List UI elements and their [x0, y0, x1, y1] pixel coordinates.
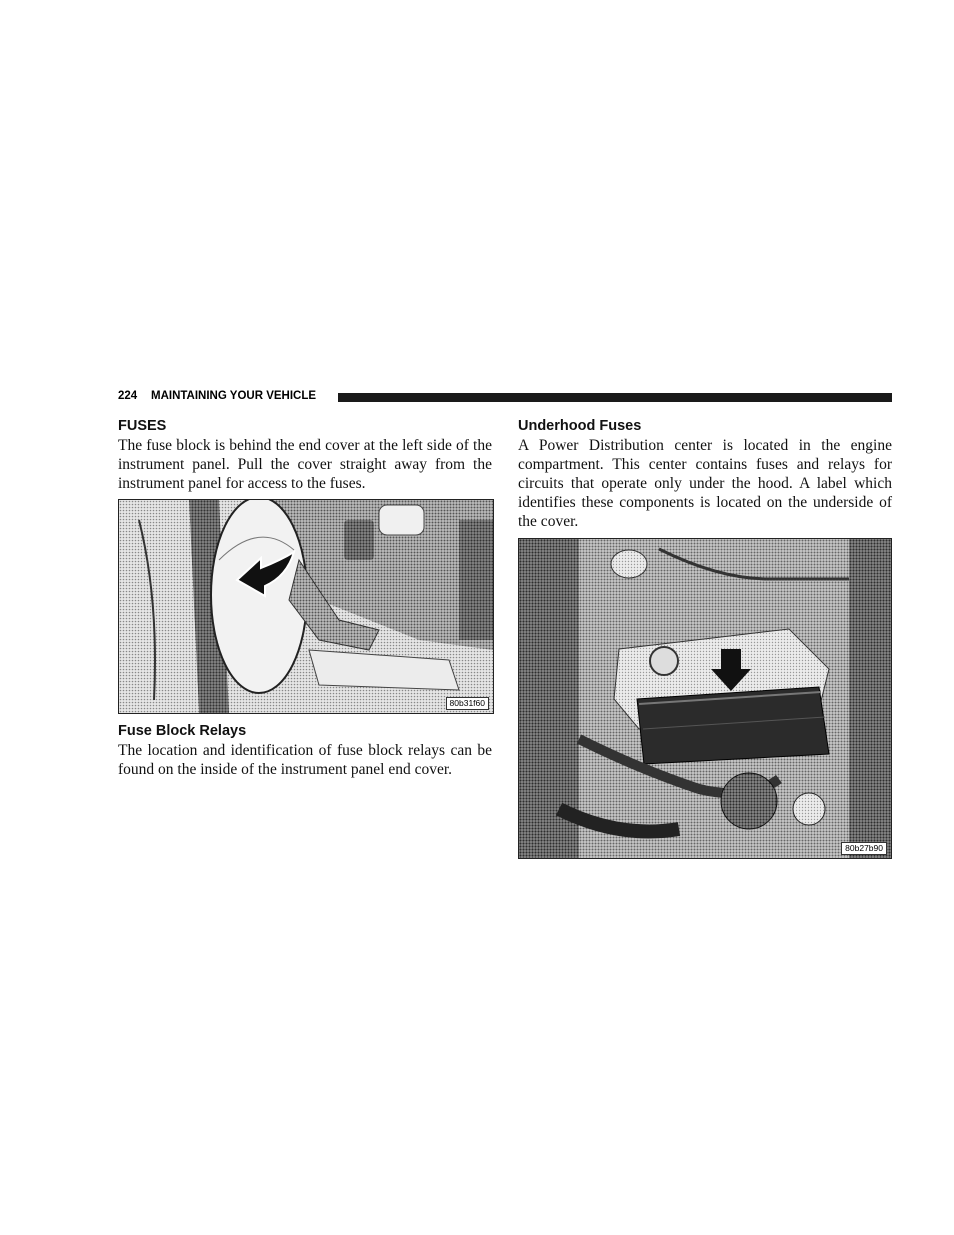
- page-header: [118, 389, 892, 407]
- instrument-panel-figure: [118, 499, 494, 714]
- underhood-heading: Underhood Fuses: [518, 418, 642, 434]
- figure-code: 80b31f60: [446, 697, 489, 710]
- fuses-paragraph: The fuse block is behind the end cover at the left side of the instrument panel. Pull the cover straight away from the instrument panel for access to the fuses.: [118, 437, 492, 492]
- relays-heading: Fuse Block Relays: [118, 723, 247, 739]
- engine-compartment-illustration: [519, 539, 891, 858]
- left-column: [118, 416, 492, 779]
- right-column: [518, 416, 892, 859]
- page-number: 224: [118, 390, 138, 402]
- relays-paragraph: The location and identification of fuse block relays can be found on the inside of the instrument panel end cover.: [118, 742, 492, 778]
- section-title: MAINTAINING YOUR VEHICLE: [151, 390, 317, 402]
- engine-compartment-figure: [518, 538, 892, 859]
- instrument-panel-illustration: [119, 500, 493, 713]
- header-rule: [338, 393, 892, 402]
- figure-code: 80b27b90: [841, 842, 887, 855]
- underhood-paragraph: A Power Distribution center is located in the engine compartment. This center contains fuses and relays for circuits that operate only under the hood. A label which identifies these components is located on the underside of the cover.: [518, 437, 892, 530]
- fuses-heading: FUSES: [118, 418, 167, 434]
